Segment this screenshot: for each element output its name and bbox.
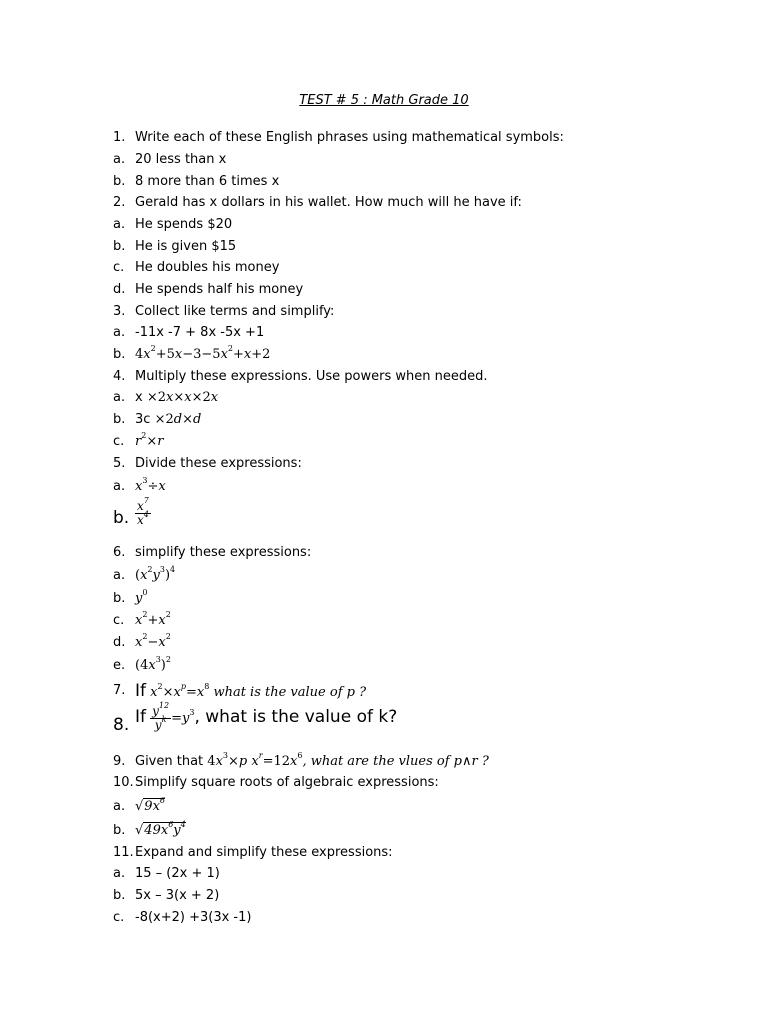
question-number: 10. [113, 775, 134, 790]
question-number: 1. [113, 130, 126, 145]
question-number: 11. [113, 845, 134, 860]
given-that: Given that [135, 754, 204, 769]
page-title: TEST # 5 : Math Grade 10 [299, 93, 469, 108]
math-expression: If $x^2\times x^p=x^8$ what is the value of p ? [135, 681, 367, 701]
item-label: c. [113, 434, 125, 449]
math-expression: $x^2-x^2$ [135, 632, 171, 650]
item-label: d. [113, 635, 126, 650]
math-expression: $y^0$ [135, 588, 148, 606]
math-expression: $√9x^6$ [135, 796, 166, 814]
question-text: Expand and simplify these expressions: [135, 845, 393, 860]
item-label: a. [113, 479, 126, 494]
item-label: c. [113, 613, 125, 628]
math-expression [135, 496, 151, 527]
question-number: 9. [113, 754, 126, 769]
item-label: a. [113, 568, 126, 583]
item-text: 5x – 3(x + 2) [135, 888, 220, 903]
question-number: 6. [113, 545, 126, 560]
question-text: Simplify square roots of algebraic expressions: [135, 775, 439, 790]
expr-prefix: x [135, 390, 143, 405]
item-label: a. [113, 152, 126, 167]
item-label: b. [113, 591, 126, 606]
item-text: 15 – (2x + 1) [135, 866, 220, 881]
math-expression: $r^2\times r$ [135, 431, 164, 449]
item-text: He is given $15 [135, 239, 237, 254]
item-label: e. [113, 658, 126, 673]
question-number: 3. [113, 304, 126, 319]
math-expression: $√49x^6y^4$ [135, 820, 186, 838]
item-label: b. [113, 174, 126, 189]
math-expression: 3c ×2d×d [135, 412, 202, 427]
question-text: simplify these expressions: [135, 545, 312, 560]
fraction: $\frac{x^7}{x^4}$ [137, 496, 149, 527]
question-number: 4. [113, 369, 126, 384]
item-label: b. [113, 888, 126, 903]
question-text: Write each of these English phrases using mathematical symbols: [135, 130, 564, 145]
item-text: He doubles his money [135, 260, 280, 275]
item-label: b. [113, 823, 126, 838]
question-text: Multiply these expressions. Use powers when needed. [135, 369, 488, 384]
item-label: d. [113, 282, 126, 297]
if-word: If [135, 681, 146, 701]
item-label: a. [113, 866, 126, 881]
question-tail: , what is the value of k? [194, 707, 398, 727]
item-label: a. [113, 217, 126, 232]
item-text: 8 more than 6 times x [135, 174, 280, 189]
item-text: -8(x+2) +3(3x -1) [135, 910, 252, 925]
question-text: Divide these expressions: [135, 456, 302, 471]
question-number: 7. [113, 683, 126, 698]
item-label: a. [113, 799, 126, 814]
math-expression: $x^3\div x$ [135, 476, 166, 494]
item-label: c. [113, 910, 125, 925]
question-number: 8. [113, 715, 130, 735]
item-text: 20 less than x [135, 152, 227, 167]
item-text: -11x -7 + 8x -5x +1 [135, 325, 265, 340]
item-text: He spends $20 [135, 217, 233, 232]
expr-prefix: 3c [135, 412, 151, 427]
question-tail: , what are the vlues of p∧r ? [302, 754, 489, 769]
if-word: If [135, 707, 146, 727]
math-expression: x ×2x×x×2x [135, 390, 219, 405]
item-label: b. [113, 347, 126, 362]
question-text: Collect like terms and simplify: [135, 304, 335, 319]
item-text: He spends half his money [135, 282, 304, 297]
question-number: 2. [113, 195, 126, 210]
item-label: b. [113, 412, 126, 427]
item-label: b. [113, 239, 126, 254]
math-expression: Given that $4x^3\times p$ $x^r=12x^6$, what are the vlues of p∧r ? [135, 751, 489, 769]
item-label: b. [113, 508, 130, 528]
item-label: a. [113, 390, 126, 405]
question-number: 5. [113, 456, 126, 471]
question-text: Gerald has x dollars in his wallet. How much will he have if: [135, 195, 522, 210]
math-expression: $x^2+x^2$ [135, 610, 171, 628]
math-expression: $(4x^3)^2$ [135, 655, 171, 673]
math-expression: $(x^2y^3)^4$ [135, 565, 176, 583]
math-expression: $4x^2+5x-3-5x^2+x+2$ [135, 344, 271, 362]
question-tail: what is the value of p ? [213, 685, 367, 700]
item-label: a. [113, 325, 126, 340]
fraction: $\frac{y^{12}}{y^k}$ [152, 701, 170, 732]
math-expression: If $\frac{y^{12}}{y^k}$ $=y^3$, what is the value of k? [135, 701, 398, 732]
item-label: c. [113, 260, 125, 275]
